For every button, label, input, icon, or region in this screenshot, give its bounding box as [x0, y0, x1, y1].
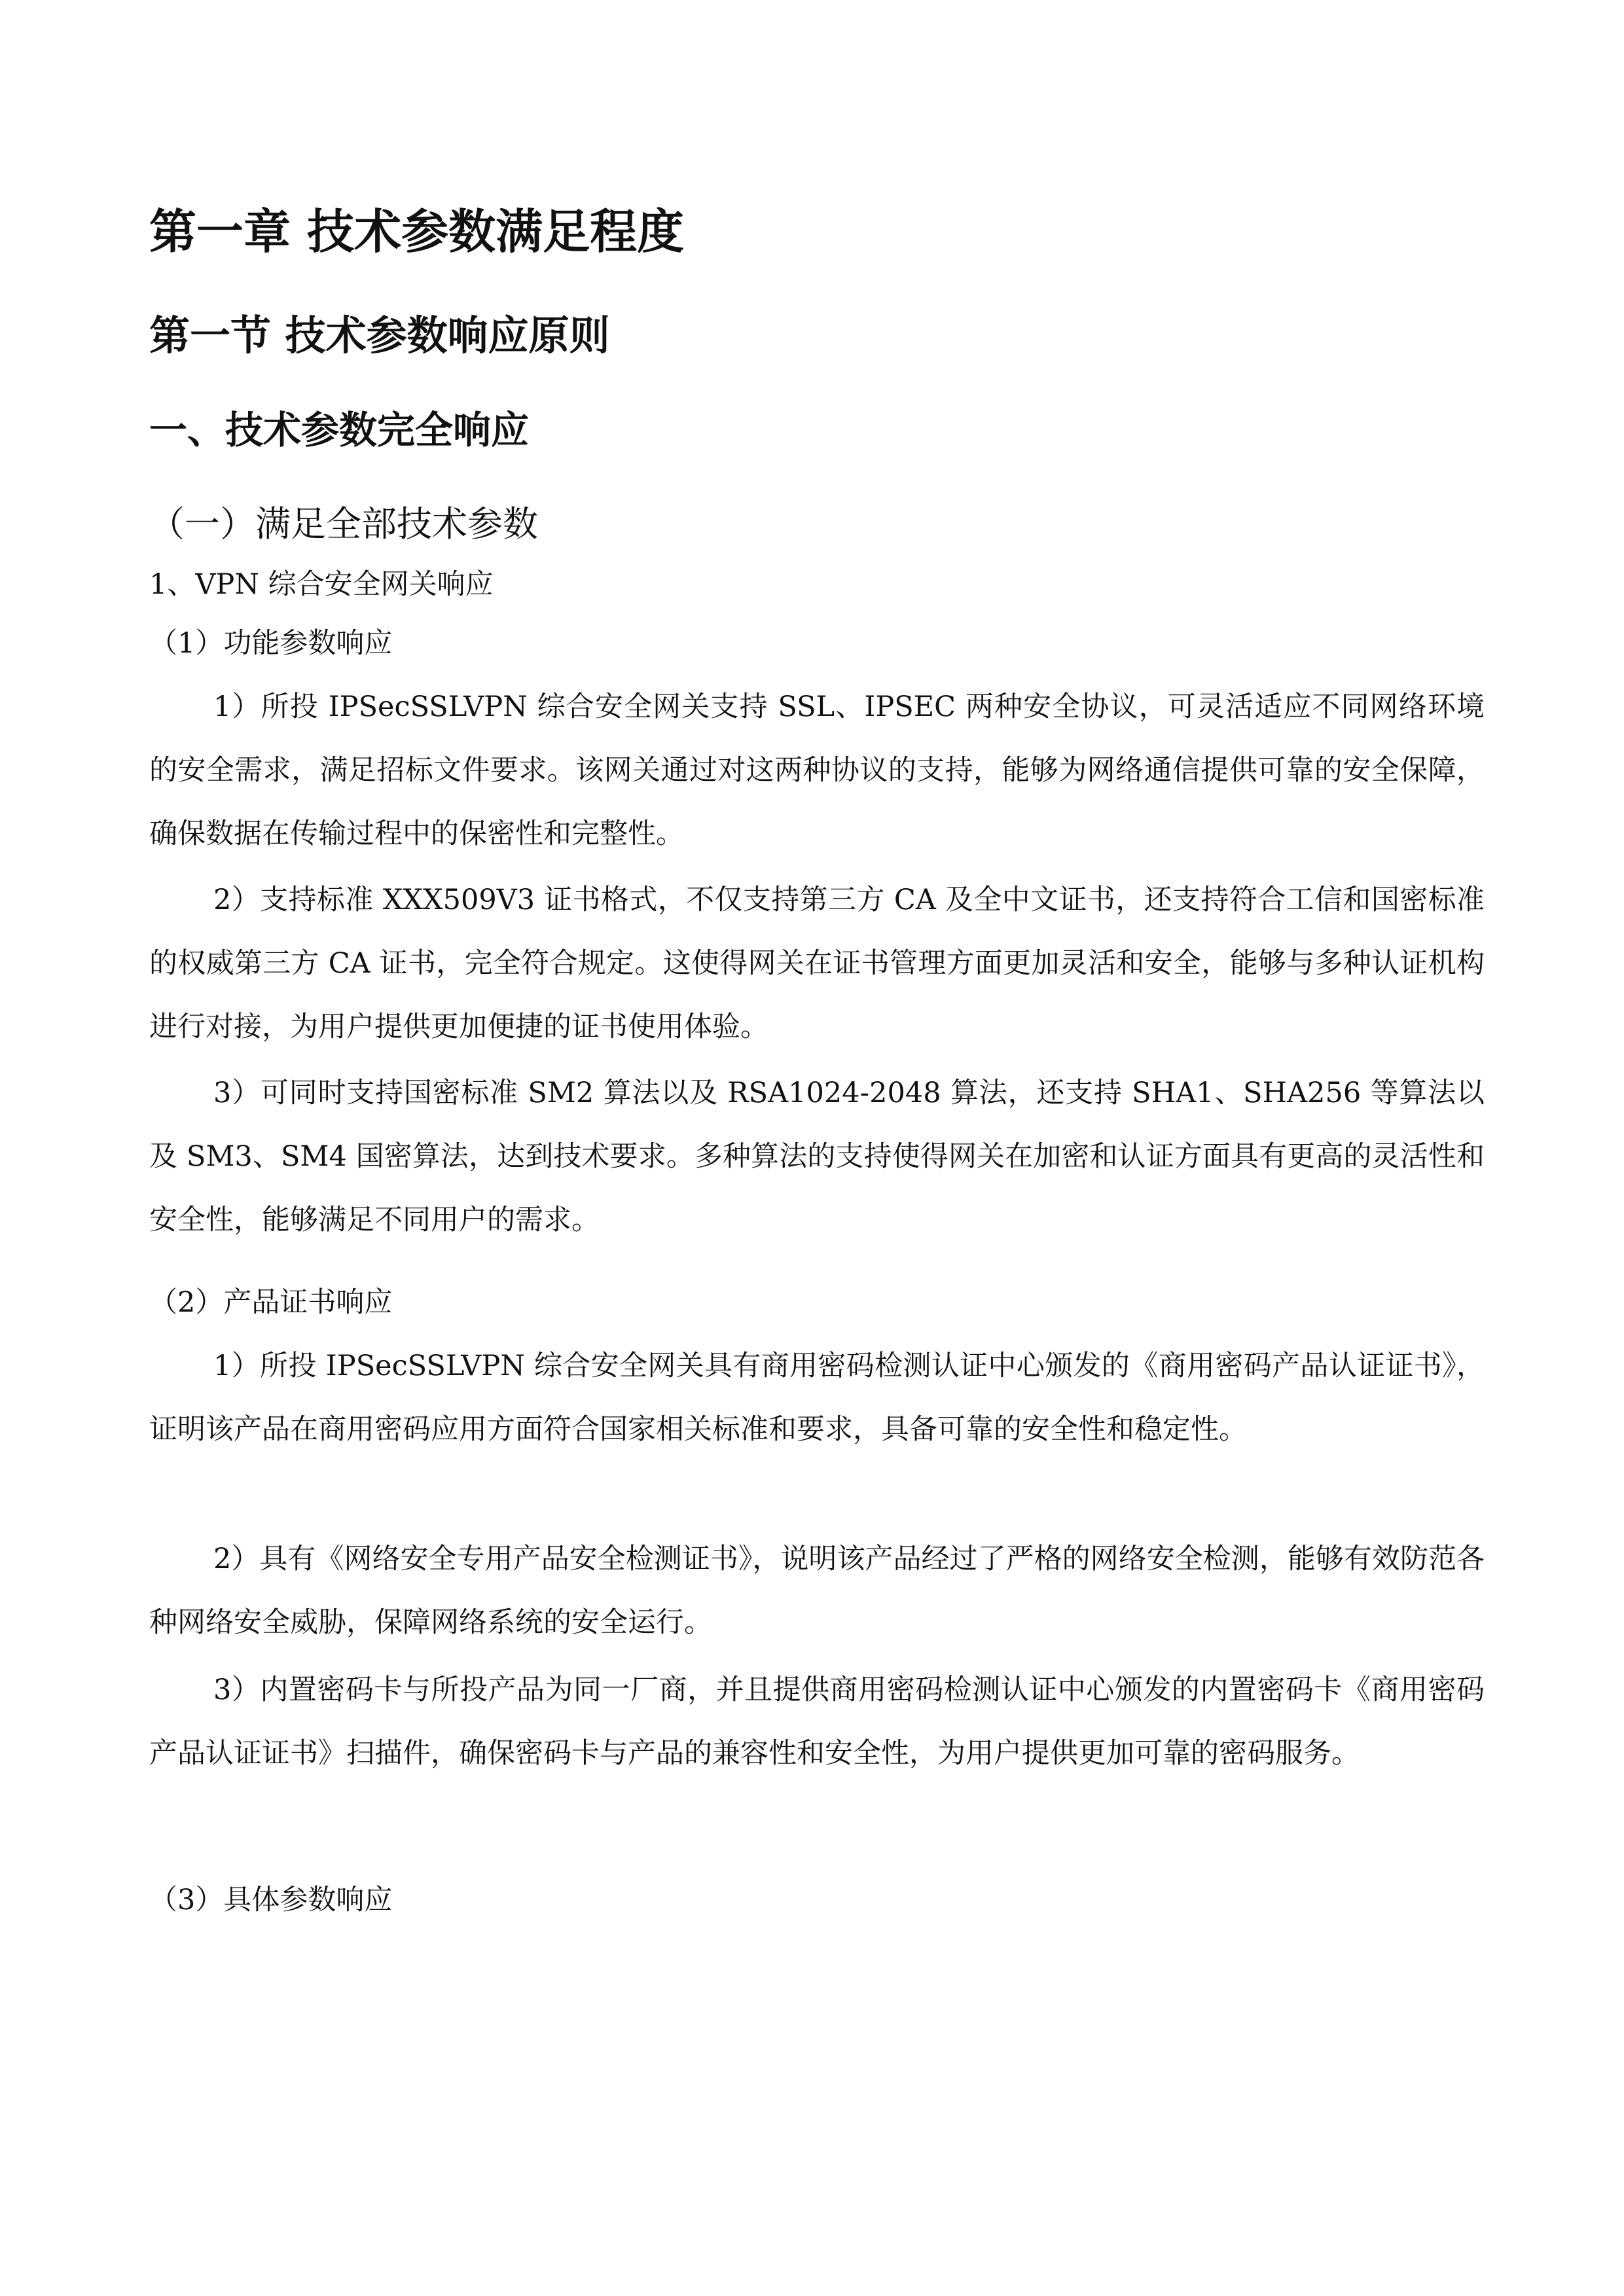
certificates-paragraph-3: 3）内置密码卡与所投产品为同一厂商，并且提供商用密码检测认证中心颁发的内置密码卡《商用密码产品认证证书》扫描件，确保密码卡与产品的兼容性和安全性，为用户提供更加可靠的密码服务。	[149, 1674, 1485, 1770]
certificates-paragraph-1: 1）所投 IPSecSSLVPN 综合安全网关具有商用密码检测认证中心颁发的《商用密码产品认证证书》，证明该产品在商用密码应用方面符合国家相关标准和要求，具备可靠的安全性和稳定性。	[149, 1350, 1485, 1446]
subsection-title: 一、技术参数完全响应	[149, 408, 530, 452]
subsubsection-title: （一）满足全部技术参数	[149, 503, 538, 545]
section-title: 第一节 技术参数响应原则	[149, 312, 610, 359]
specific-heading: （3）具体参数响应	[149, 1884, 393, 1916]
certificates-heading: （2）产品证书响应	[149, 1286, 393, 1319]
functional-heading: （1）功能参数响应	[149, 627, 393, 660]
functional-paragraph-3: 3）可同时支持国密标准 SM2 算法以及 RSA1024-2048 算法，还支持 SHA1、SHA256 等算法以及 SM3、SM4 国密算法，达到技术要求。多种算法的支持使得网关在加密和认证方面具有更高的灵活性和安全性，能够满足不同用户的需求。	[149, 1077, 1485, 1236]
item-title: 1、VPN 综合安全网关响应	[149, 568, 494, 601]
chapter-title: 第一章 技术参数满足程度	[149, 204, 685, 259]
functional-paragraph-2: 2）支持标准 XXX509V3 证书格式，不仅支持第三方 CA 及全中文证书，还支持符合工信和国密标准的权威第三方 CA 证书，完全符合规定。这使得网关在证书管理方面更加灵活和安全，能够与多种认证机构进行对接，为用户提供更加便捷的证书使用体验。	[149, 884, 1485, 1043]
certificates-paragraph-2: 2）具有《网络安全专用产品安全检测证书》，说明该产品经过了严格的网络安全检测，能够有效防范各种网络安全威胁，保障网络系统的安全运行。	[149, 1543, 1485, 1639]
functional-paragraph-1: 1）所投 IPSecSSLVPN 综合安全网关支持 SSL、IPSEC 两种安全协议，可灵活适应不同网络环境的安全需求，满足招标文件要求。该网关通过对这两种协议的支持，能够为网络通信提供可靠的安全保障，确保数据在传输过程中的保密性和完整性。	[149, 691, 1485, 850]
